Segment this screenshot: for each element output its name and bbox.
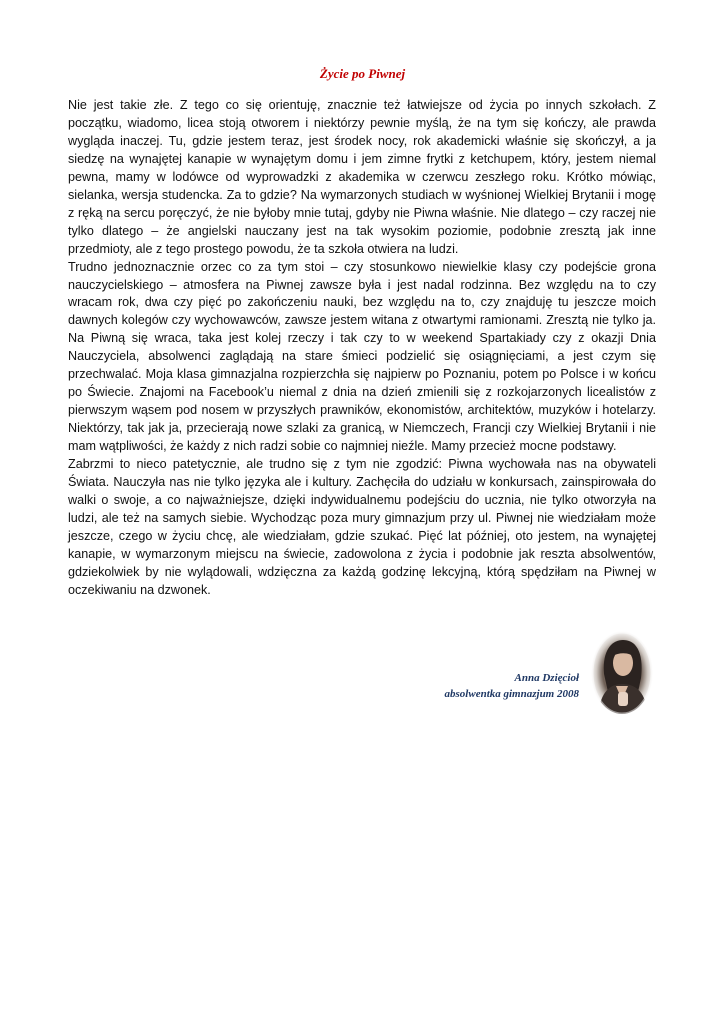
paragraph-3: Zabrzmi to nieco patetycznie, ale trudno się z tym nie zgodzić: Piwna wychowała nas na obywateli Świata. Nauczyła nas nie tylko języka ale i kultury. Zachęciła do udziału w konkursach, zainspirowała do walki o swoje, a co najważniejsze, dzięki indywidualnemu podejściu do ucznia, nie tylko otworzyła na ludzi, ale też na samych siebie. Wychodząc poza mury gimnazjum przy ul. Piwnej nie wiedziałam może jeszcze, czego w życiu chcę, ale wiedziałam, gdzie szukać. Pięć lat później, oto jestem, na wynajętej kanapie, w wymarzonym miejscu na świecie, zadowolona z życia i podobnie jak reszta absolwentów, gdziekolwiek by nie wylądowali, wdzięczna za każdą godzinę lekcyjną, którą spędziłam na Piwnej w oczekiwaniu na dzwonek.: [68, 457, 656, 597]
paragraph-2: Trudno jednoznacznie orzec co za tym stoi – czy stosunkowo niewielkie klasy czy podejście grona nauczycielskiego – atmosfera na Piwnej zawsze była i jest nadal rodzinna. Bez względu na to czy wracam rok, dwa czy pięć po zakończeniu nauki, bez względu na to, czy znajduję tu jeszcze moich dawnych kolegów czy wychowawców, zawsze jestem witana z otwartymi ramionami. Zresztą nie tylko ja. Na Piwną się wraca, taka jest kolej rzeczy i tak czy to w weekend Spartakiady czy z okazji Dnia Nauczyciela, absolwenci zaglądają na stare śmieci podzielić się osiągnięciami, a jest czym się przechwalać. Moja klasa gimnazjalna rozpierzchła się najpierw po Poznaniu, potem po Polsce i w końcu po Świecie. Znajomi na Facebook’u niemal z dnia na dzień zmienili się z rozkojarzonych licealistów z pierwszym wąsem pod nosem w przyszłych prawników, ekonomistów, architektów, muzyków i hotelarzy. Niektórzy, tak jak ja, przecierają nowe szlaki za granicą, w Niemczech, Francji czy Wielkiej Brytanii i nie mam wątpliwości, że każdy z nich radzi sobie co najmniej nieźle. Mamy przecież mocne podstawy.: [68, 259, 656, 454]
author-photo: [590, 630, 654, 716]
article-body: [68, 97, 656, 600]
author-signature: [380, 670, 579, 702]
author-role: absolwentka gimnazjum 2008: [444, 688, 579, 700]
author-name: Anna Dzięcioł: [514, 672, 579, 684]
paragraph-1: Nie jest takie złe. Z tego co się orientuję, znacznie też łatwiejsze od życia po innych szkołach. Z początku, wiadomo, licea stoją otworem i niektórzy pewnie myślą, że na tym się kończy, ale prawda wygląda inaczej. Tu, gdzie jestem teraz, jest środek nocy, rok akademicki właśnie się skończył, a ja siedzę na wynajętej kanapie w wynajętym domu i jem zimne frytki z ketchupem, który, jestem niemal pewna, mamy w lodówce od wyprowadzki z akademika w czerwcu zeszłego roku. Krótko mówiąc, sielanka, wersja studencka. Za to gdzie? Na wymarzonych studiach w wyśnionej Wielkiej Brytanii i mogę z ręką na sercu poręczyć, że nie byłoby mnie tutaj, gdyby nie Piwna właśnie. Nie dlatego – czy raczej nie tylko dlatego – że angielski nauczany jest na tak wysokim poziomie, podobnie zresztą jak inne przedmioty, ale z tego prostego powodu, że ta szkoła otwiera na ludzi.: [68, 98, 656, 256]
page-title: Życie po Piwnej: [319, 66, 406, 81]
